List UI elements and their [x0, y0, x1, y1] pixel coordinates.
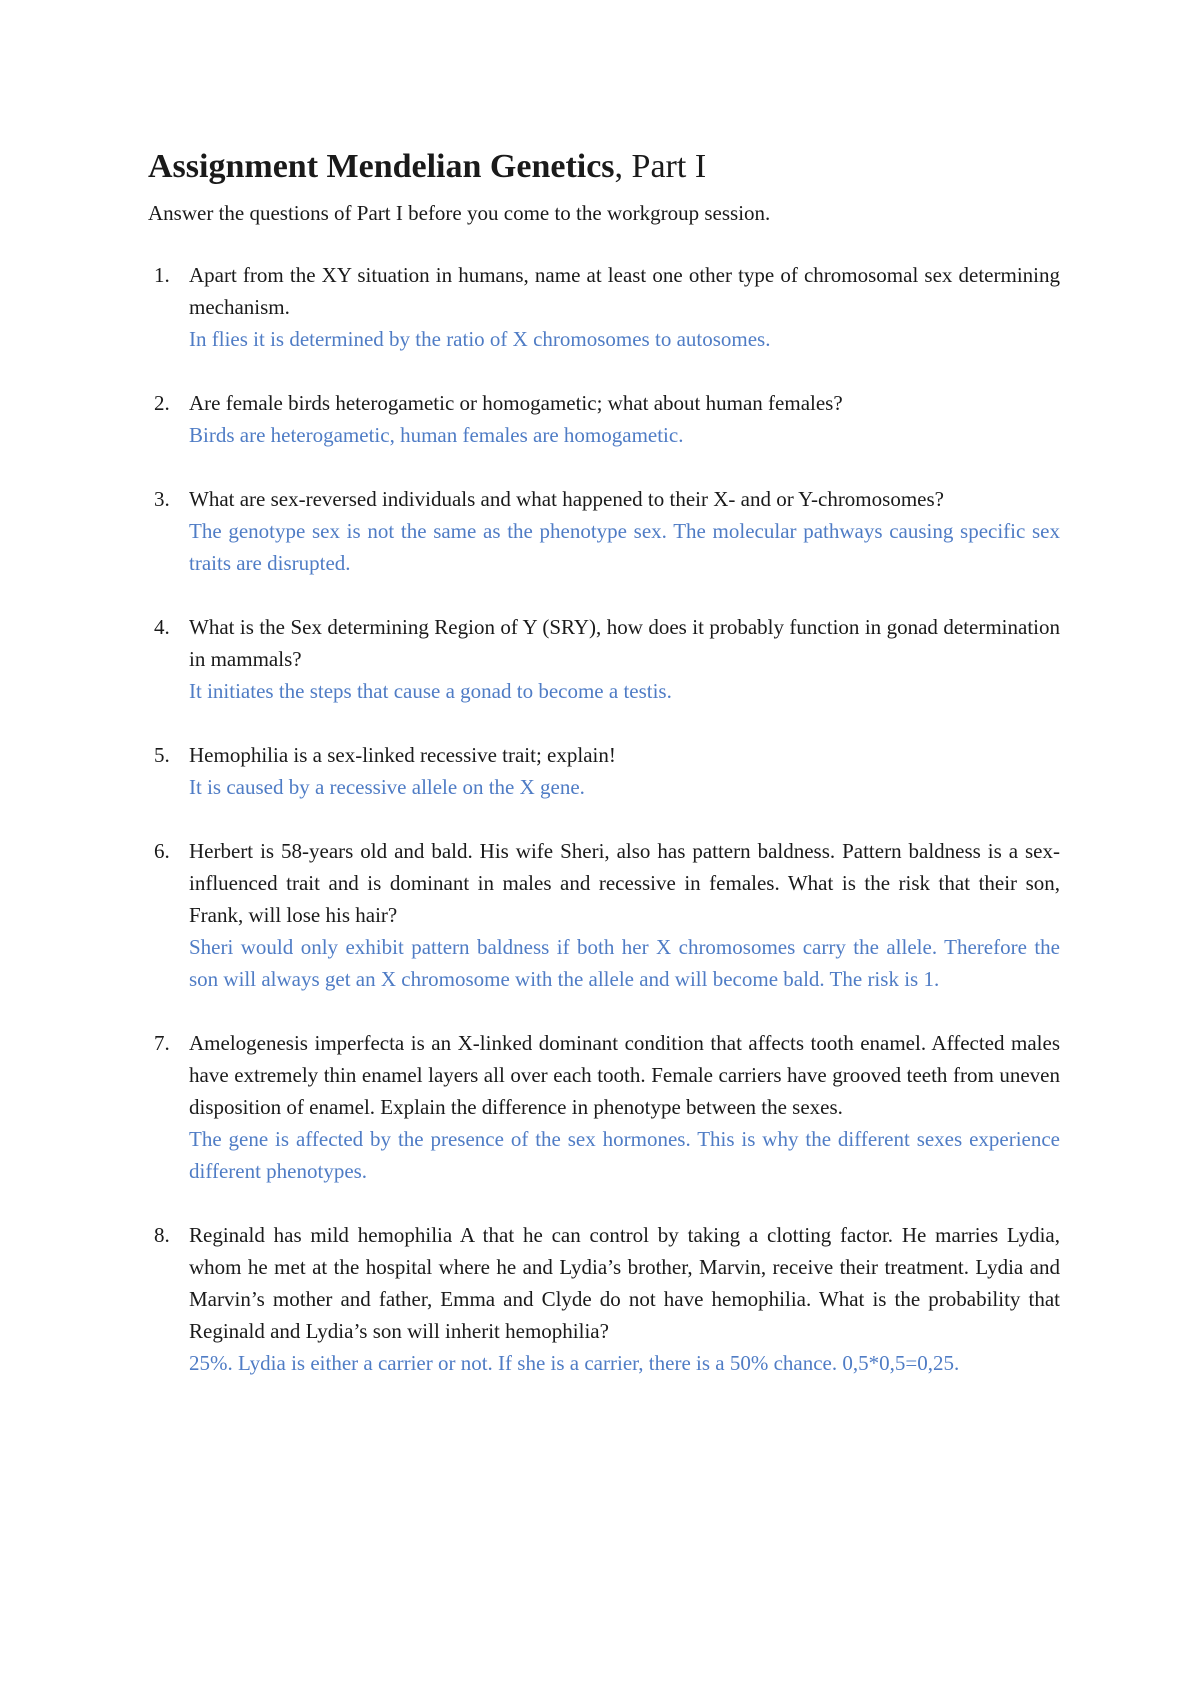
question-text: Apart from the XY situation in humans, name at least one other type of chromosomal sex determining mechanism.: [189, 263, 1060, 319]
question-text: Herbert is 58-years old and bald. His wife Sheri, also has pattern baldness. Pattern baldness is a sex-influenced trait and is dominant in males and recessive in females. What is the risk that their son, Frank, will lose his hair?: [189, 839, 1060, 927]
answer-text: It initiates the steps that cause a gonad to become a testis.: [189, 679, 672, 703]
answer-text: Sheri would only exhibit pattern baldness if both her X chromosomes carry the allele. Therefore the son will always get an X chromosome with the allele and will become bald. The risk is 1.: [189, 935, 1060, 991]
answer-text: The genotype sex is not the same as the phenotype sex. The molecular pathways causing specific sex traits are disrupted.: [189, 519, 1060, 575]
question-number: 1.: [154, 263, 170, 287]
answer-text: Birds are heterogametic, human females are homogametic.: [189, 423, 684, 447]
question-number: 8.: [154, 1223, 170, 1247]
title-bold: Assignment Mendelian Genetics: [148, 148, 615, 185]
question-text: What is the Sex determining Region of Y (SRY), how does it probably function in gonad determination in mammals?: [189, 615, 1060, 671]
question-number: 7.: [154, 1031, 170, 1055]
question-item-7: [148, 1027, 1060, 1187]
question-item-4: [148, 611, 1060, 707]
answer-text: 25%. Lydia is either a carrier or not. If she is a carrier, there is a 50% chance. 0,5*0,5=0,25.: [189, 1351, 960, 1375]
question-number: 4.: [154, 615, 170, 639]
question-item-1: [148, 259, 1060, 355]
document-page: [148, 145, 1060, 1411]
question-text: Are female birds heterogametic or homogametic; what about human females?: [189, 391, 843, 415]
question-number: 3.: [154, 487, 170, 511]
question-text: Reginald has mild hemophilia A that he can control by taking a clotting factor. He marries Lydia, whom he met at the hospital where he and Lydia’s brother, Marvin, receive their treatment. Lydia and Marvin’s mother and father, Emma and Clyde do not have hemophilia. What is the probability that Reginald and Lydia’s son will inherit hemophilia?: [189, 1223, 1060, 1343]
question-item-2: [148, 387, 1060, 451]
question-item-8: [148, 1219, 1060, 1379]
intro-text: Answer the questions of Part I before you come to the workgroup session.: [148, 201, 771, 225]
document-title: [148, 145, 1060, 189]
answer-text: It is caused by a recessive allele on the X gene.: [189, 775, 585, 799]
question-list: [148, 259, 1060, 1379]
question-number: 6.: [154, 839, 170, 863]
question-number: 2.: [154, 391, 170, 415]
title-rest: , Part I: [614, 148, 707, 185]
question-text: Hemophilia is a sex-linked recessive trait; explain!: [189, 743, 616, 767]
question-text: Amelogenesis imperfecta is an X-linked dominant condition that affects tooth enamel. Affected males have extremely thin enamel layers all over each tooth. Female carriers have grooved teeth from uneven disposition of enamel. Explain the difference in phenotype between the sexes.: [189, 1031, 1060, 1119]
answer-text: In flies it is determined by the ratio of X chromosomes to autosomes.: [189, 327, 771, 351]
answer-text: The gene is affected by the presence of the sex hormones. This is why the different sexes experience different phenotypes.: [189, 1127, 1060, 1183]
question-text: What are sex-reversed individuals and what happened to their X- and or Y-chromosomes?: [189, 487, 944, 511]
question-item-6: [148, 835, 1060, 995]
question-number: 5.: [154, 743, 170, 767]
question-item-3: [148, 483, 1060, 579]
question-item-5: [148, 739, 1060, 803]
